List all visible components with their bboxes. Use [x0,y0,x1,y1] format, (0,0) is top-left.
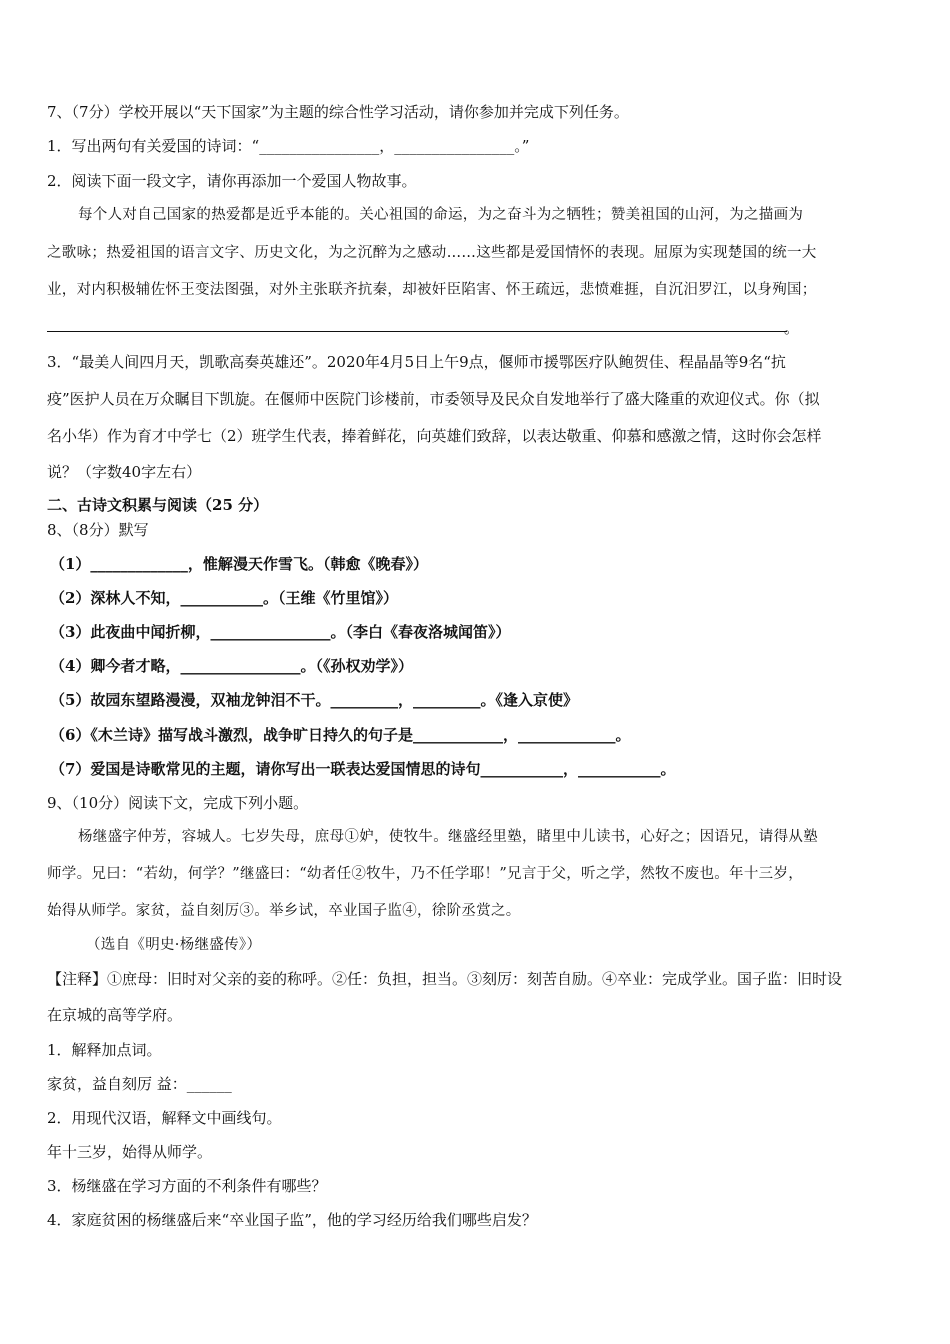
answer-blank-line[interactable] [47,331,787,332]
dictation-item: （3）此夜曲中闻折柳，________________。（李白《春夜洛城闻笛》） [50,623,511,641]
passage-source: （选自《明史·杨继盛传》） [86,937,262,953]
dictation-item: （1）_____________，惟解漫天作雪飞。（韩愈《晚春》） [50,555,428,573]
question-7-task-3-line: 疫”医护人员在万众瞩目下凯旋。在偃师中医院门诊楼前，市委领导及民众自发地举行了盛大隆重的欢迎仪式。你（拟 [47,390,820,408]
section-2-heading: 二、古诗文积累与阅读（25 分） [47,496,269,514]
sub-question-2: 2．用现代汉语，解释文中画线句。 [47,1109,282,1127]
question-7-task-1: 1．写出两句有关爱国的诗词：“________________，________________。” [47,137,530,155]
patriotism-passage-line: 每个人对自己国家的热爱都是近乎本能的。关心祖国的命运，为之奋斗为之牺牲；赞美祖国的山河，为之描画为 [78,207,804,223]
question-7-task-3-line: 名小华）作为育才中学七（2）班学生代表，捧着鲜花，向英雄们致辞，以表达敬重、仰慕和感激之情，这时你会怎样 [47,427,822,445]
question-7-task-3-line: 3．“最美人间四月天，凯歌高奏英雄还”。2020年4月5日上午9点，偃师市援鄂医疗队鲍贺佳、程晶晶等9名“抗 [47,353,786,371]
patriotism-passage-line: 业，对内积极辅佐怀王变法图强，对外主张联齐抗秦，却被奸臣陷害、怀王疏远，悲愤难捱，自沉汨罗江，以身殉国； [47,282,817,298]
sub-question-3: 3．杨继盛在学习方面的不利条件有哪些？ [47,1177,327,1195]
question-7-title: 7、（7分）学校开展以“天下国家”为主题的综合性学习活动，请你参加并完成下列任务。 [47,103,629,121]
question-7-task-3-line: 说？（字数40字左右） [47,463,202,481]
question-9-title: 9、（10分）阅读下文，完成下列小题。 [47,794,309,812]
dictation-item: （6）《木兰诗》描写战斗激烈，战争旷日持久的句子是____________，_____________。 [50,726,631,744]
classical-passage-line: 始得从师学。家贫，益自刻厉③。举乡试，卒业国子监④，徐阶丞赏之。 [47,903,521,919]
answer-blank-end: 。 [784,319,800,337]
classical-passage-line: 杨继盛字仲芳，容城人。七岁失母，庶母①妒，使牧牛。继盛经里塾，睹里中儿读书，心好之；因语兄，请得从塾 [78,829,818,845]
classical-passage-line: 师学。兄曰：“若幼，何学？”继盛曰：“幼者任②牧牛，乃不任学耶！”兄言于父，听之学，然牧不废也。年十三岁， [47,866,804,882]
sub-question-4: 4．家庭贫困的杨继盛后来“卒业国子监”，他的学习经历给我们哪些启发？ [47,1211,537,1229]
sub-question-2-item: 年十三岁，始得从师学。 [47,1143,213,1161]
patriotism-passage-line: 之歌咏；热爱祖国的语言文字、历史文化，为之沉醉为之感动……这些都是爱国情怀的表现。屈原为实现楚国的统一大 [47,245,817,261]
annotation-line: 在京城的高等学府。 [47,1006,183,1024]
question-8-title: 8、（8分）默写 [47,521,149,539]
dictation-item: （5）故园东望路漫漫，双袖龙钟泪不干。_________，_________。《逢入京使》 [50,691,578,709]
sub-question-1-item: 家贫，益自刻厉 益：______ [47,1075,232,1093]
dictation-item: （4）卿今者才略，________________。（《孙权劝学》） [50,657,413,675]
sub-question-1: 1．解释加点词。 [47,1041,162,1059]
annotation-line: 【注释】①庶母：旧时对父亲的妾的称呼。②任：负担，担当。③刻厉：刻苦自励。④卒业：完成学业。国子监：旧时设 [47,970,843,988]
dictation-item: （7）爱国是诗歌常见的主题，请你写出一联表达爱国情思的诗句___________，___________。 [50,760,676,778]
question-7-task-2: 2．阅读下面一段文字，请你再添加一个爱国人物故事。 [47,172,417,190]
dictation-item: （2）深林人不知，___________。（王维《竹里馆》） [50,589,398,607]
